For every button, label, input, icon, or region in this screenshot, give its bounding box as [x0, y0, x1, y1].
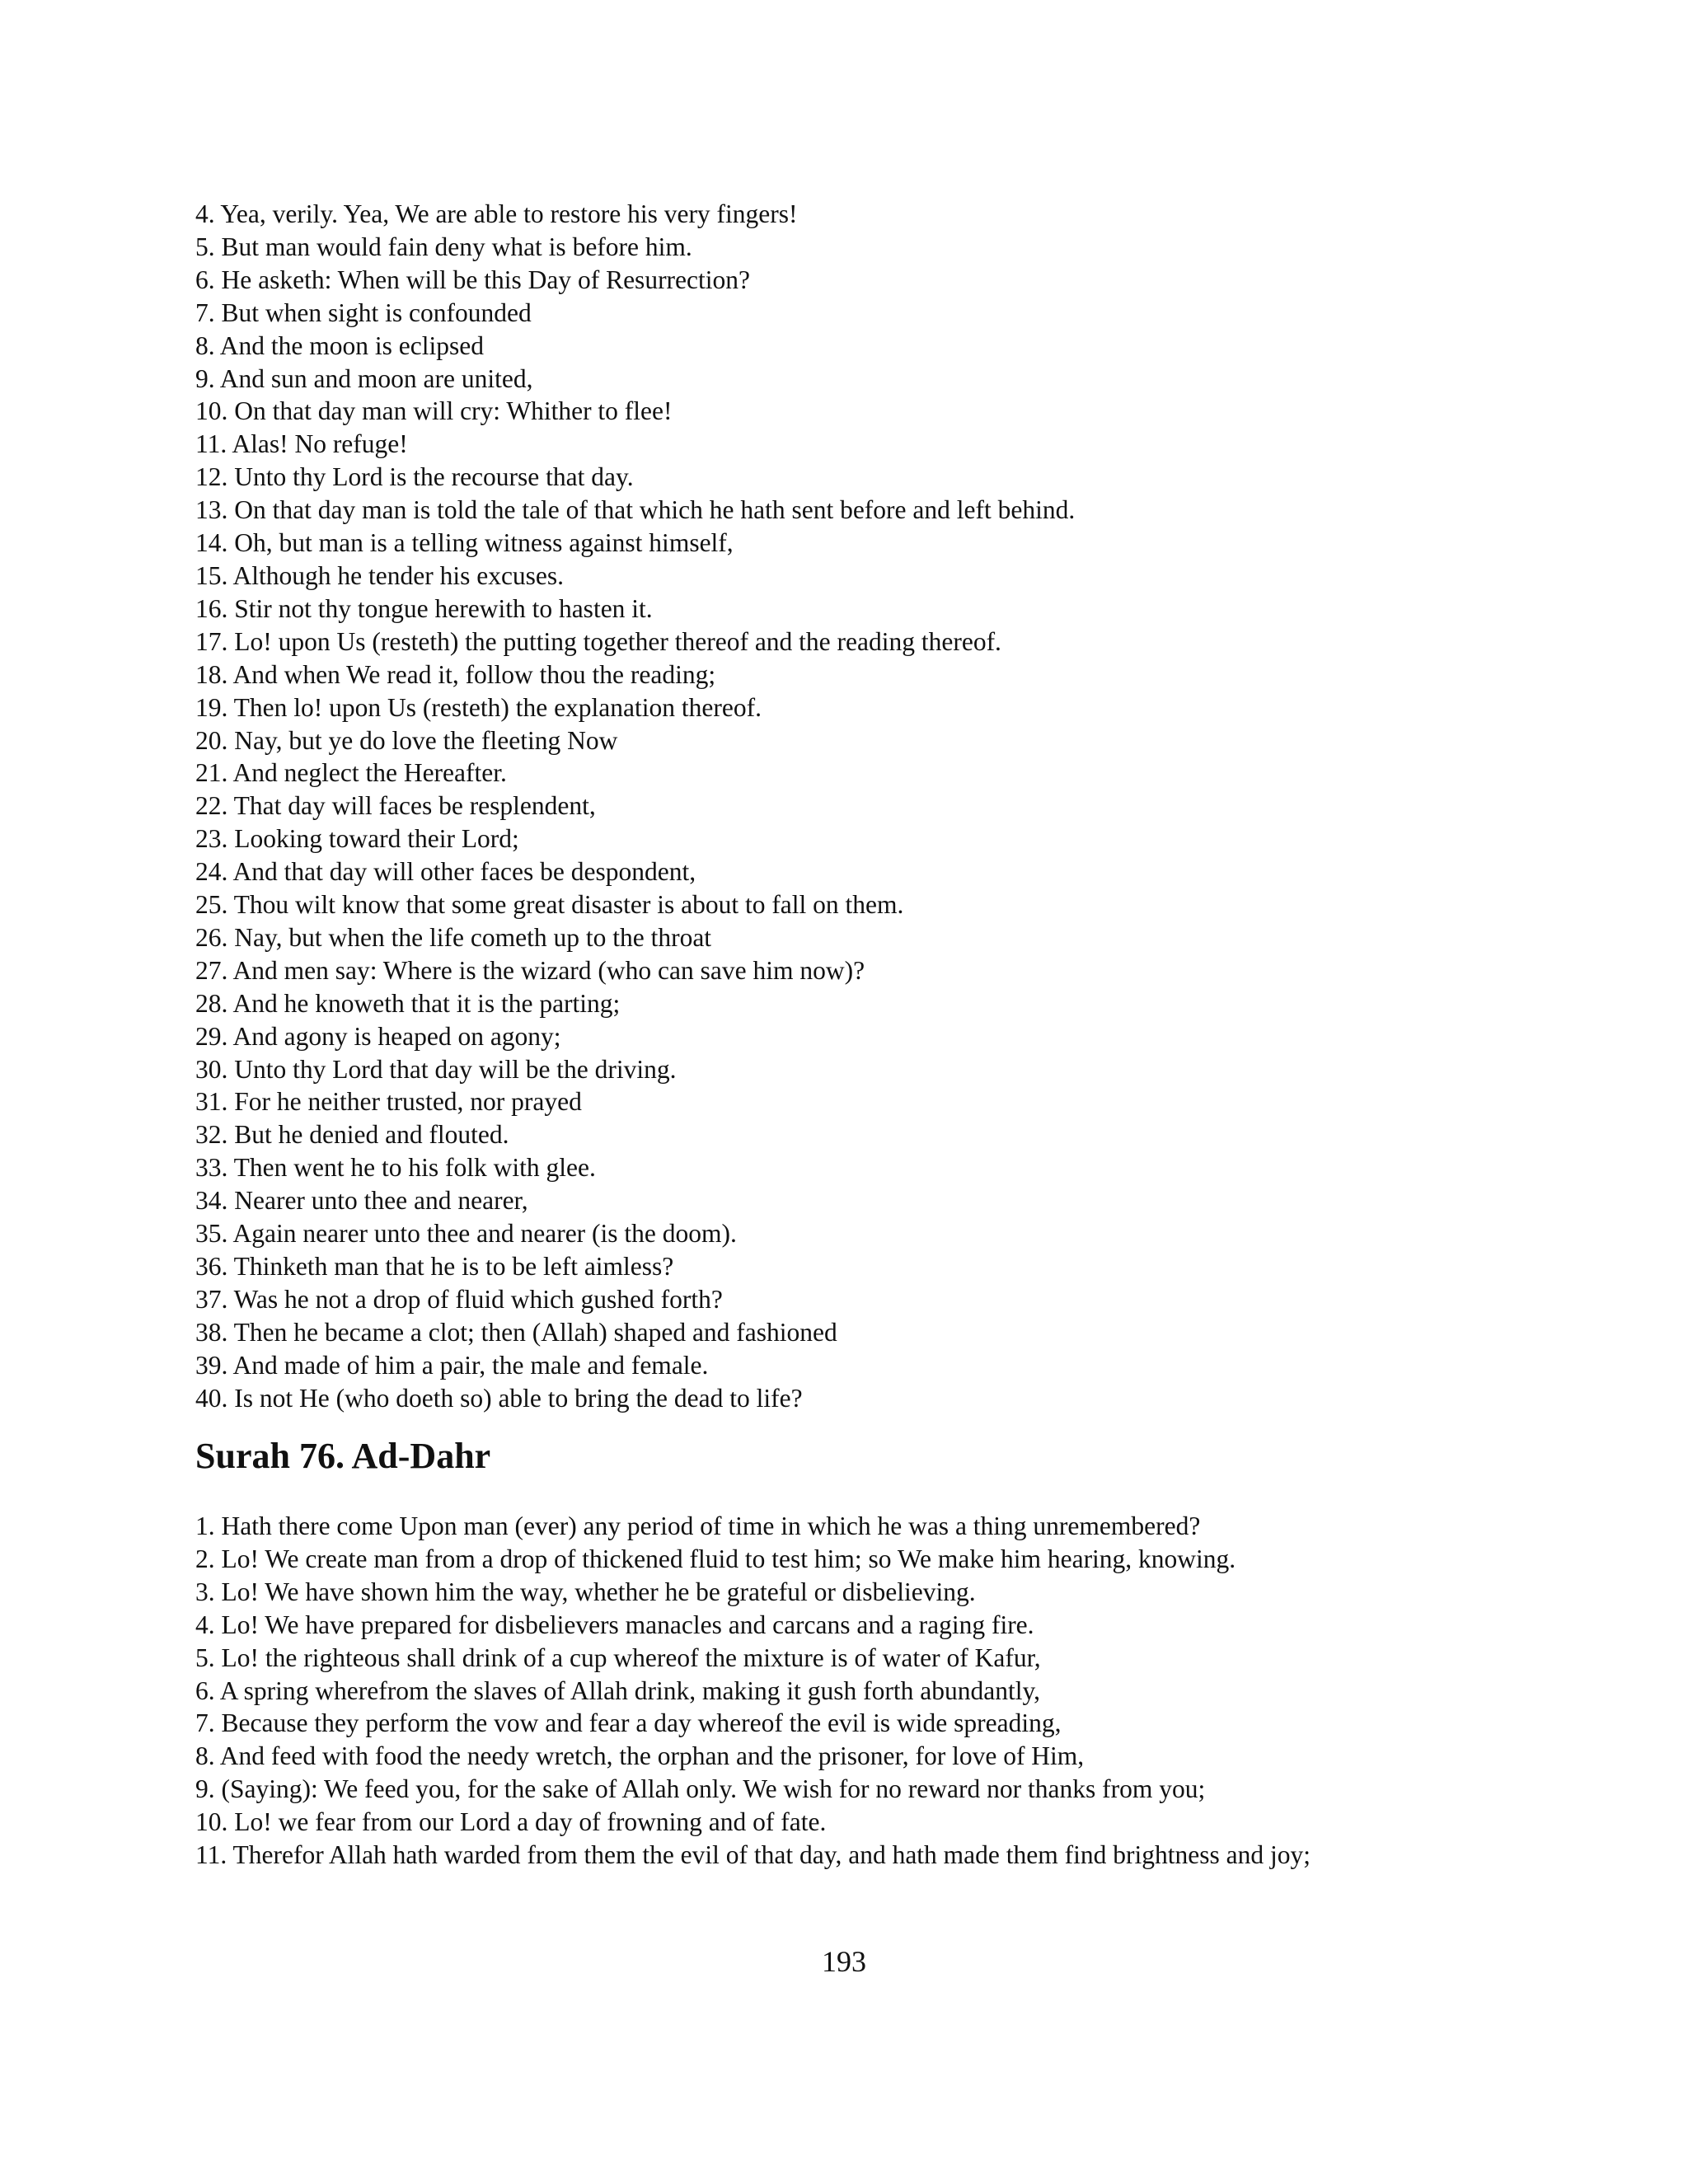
verse-line: 39. And made of him a pair, the male and female. — [195, 1350, 709, 1380]
verse-line: 3. Lo! We have shown him the way, whether he be grateful or disbelieving. — [195, 1577, 976, 1606]
verse-line: 17. Lo! upon Us (resteth) the putting together thereof and the reading thereof. — [195, 626, 1001, 656]
verse-line: 29. And agony is heaped on agony; — [195, 1021, 561, 1051]
verse-line: 6. He asketh: When will be this Day of Resurrection? — [195, 265, 750, 294]
verse-line: 20. Nay, but ye do love the fleeting Now — [195, 725, 618, 755]
verse-line: 33. Then went he to his folk with glee. — [195, 1153, 596, 1183]
verse-line: 1. Hath there come Upon man (ever) any period of time in which he was a thing unremembered? — [195, 1511, 1201, 1540]
verse-line: 9. And sun and moon are united, — [195, 363, 533, 393]
verse-line: 36. Thinketh man that he is to be left aimless? — [195, 1252, 674, 1281]
verse-line: 8. And feed with food the needy wretch, the orphan and the prisoner, for love of Him, — [195, 1741, 1085, 1771]
verse-line: 40. Is not He (who doeth so) able to bring the dead to life? — [195, 1383, 803, 1413]
verse-line: 32. But he denied and flouted. — [195, 1120, 509, 1150]
verse-line: 14. Oh, but man is a telling witness against himself, — [195, 528, 734, 558]
verse-line: 35. Again nearer unto thee and nearer (is the doom). — [195, 1219, 737, 1249]
verse-list-surah-76 — [195, 1510, 1311, 1872]
verse-line: 18. And when We read it, follow thou the reading; — [195, 659, 716, 689]
verse-line: 28. And he knoweth that it is the parting; — [195, 988, 621, 1018]
verse-line: 24. And that day will other faces be despondent, — [195, 857, 696, 887]
verse-line: 38. Then he became a clot; then (Allah) shaped and fashioned — [195, 1317, 837, 1347]
verse-line: 13. On that day man is told the tale of that which he hath sent before and left behind. — [195, 495, 1076, 525]
verse-line: 27. And men say: Where is the wizard (who can save him now)? — [195, 955, 865, 985]
verse-line: 12. Unto thy Lord is the recourse that day. — [195, 462, 634, 492]
verse-line: 7. Because they perform the vow and fear a day whereof the evil is wide spreading, — [195, 1708, 1062, 1738]
verse-line: 5. Lo! the righteous shall drink of a cup whereof the mixture is of water of Kafur, — [195, 1643, 1041, 1672]
verse-line: 5. But man would fain deny what is before him. — [195, 232, 692, 261]
verse-line: 21. And neglect the Hereafter. — [195, 758, 507, 788]
page-number: 193 — [822, 1945, 866, 1978]
verse-line: 10. On that day man will cry: Whither to flee! — [195, 396, 673, 426]
verse-line: 2. Lo! We create man from a drop of thickened fluid to test him; so We make him hearing, knowing. — [195, 1544, 1236, 1573]
verse-line: 23. Looking toward their Lord; — [195, 824, 519, 854]
verse-line: 37. Was he not a drop of fluid which gushed forth? — [195, 1284, 723, 1314]
verse-line: 34. Nearer unto thee and nearer, — [195, 1186, 528, 1216]
verse-list-surah-75 — [195, 198, 1075, 1415]
verse-line: 22. That day will faces be resplendent, — [195, 791, 596, 821]
verse-line: 7. But when sight is confounded — [195, 298, 532, 327]
verse-line: 19. Then lo! upon Us (resteth) the explanation thereof. — [195, 692, 762, 722]
verse-line: 11. Therefor Allah hath warded from them the evil of that day, and hath made them find brightness and joy; — [195, 1840, 1311, 1870]
verse-line: 10. Lo! we fear from our Lord a day of frowning and of fate. — [195, 1807, 827, 1837]
verse-line: 4. Yea, verily. Yea, We are able to restore his very fingers! — [195, 199, 798, 228]
verse-line: 26. Nay, but when the life cometh up to the throat — [195, 922, 712, 952]
verse-line: 31. For he neither trusted, nor prayed — [195, 1087, 582, 1117]
surah-heading: Surah 76. Ad-Dahr — [195, 1436, 491, 1476]
verse-line: 16. Stir not thy tongue herewith to hasten it. — [195, 593, 653, 623]
verse-line: 4. Lo! We have prepared for disbelievers manacles and carcans and a raging fire. — [195, 1610, 1034, 1639]
verse-line: 9. (Saying): We feed you, for the sake of Allah only. We wish for no reward nor thanks from you; — [195, 1774, 1206, 1804]
verse-line: 30. Unto thy Lord that day will be the driving. — [195, 1054, 677, 1084]
verse-line: 15. Although he tender his excuses. — [195, 560, 565, 590]
verse-line: 8. And the moon is eclipsed — [195, 330, 484, 360]
verse-line: 11. Alas! No refuge! — [195, 429, 408, 459]
verse-line: 6. A spring wherefrom the slaves of Allah drink, making it gush forth abundantly, — [195, 1675, 1041, 1705]
verse-line: 25. Thou wilt know that some great disaster is about to fall on them. — [195, 890, 904, 920]
